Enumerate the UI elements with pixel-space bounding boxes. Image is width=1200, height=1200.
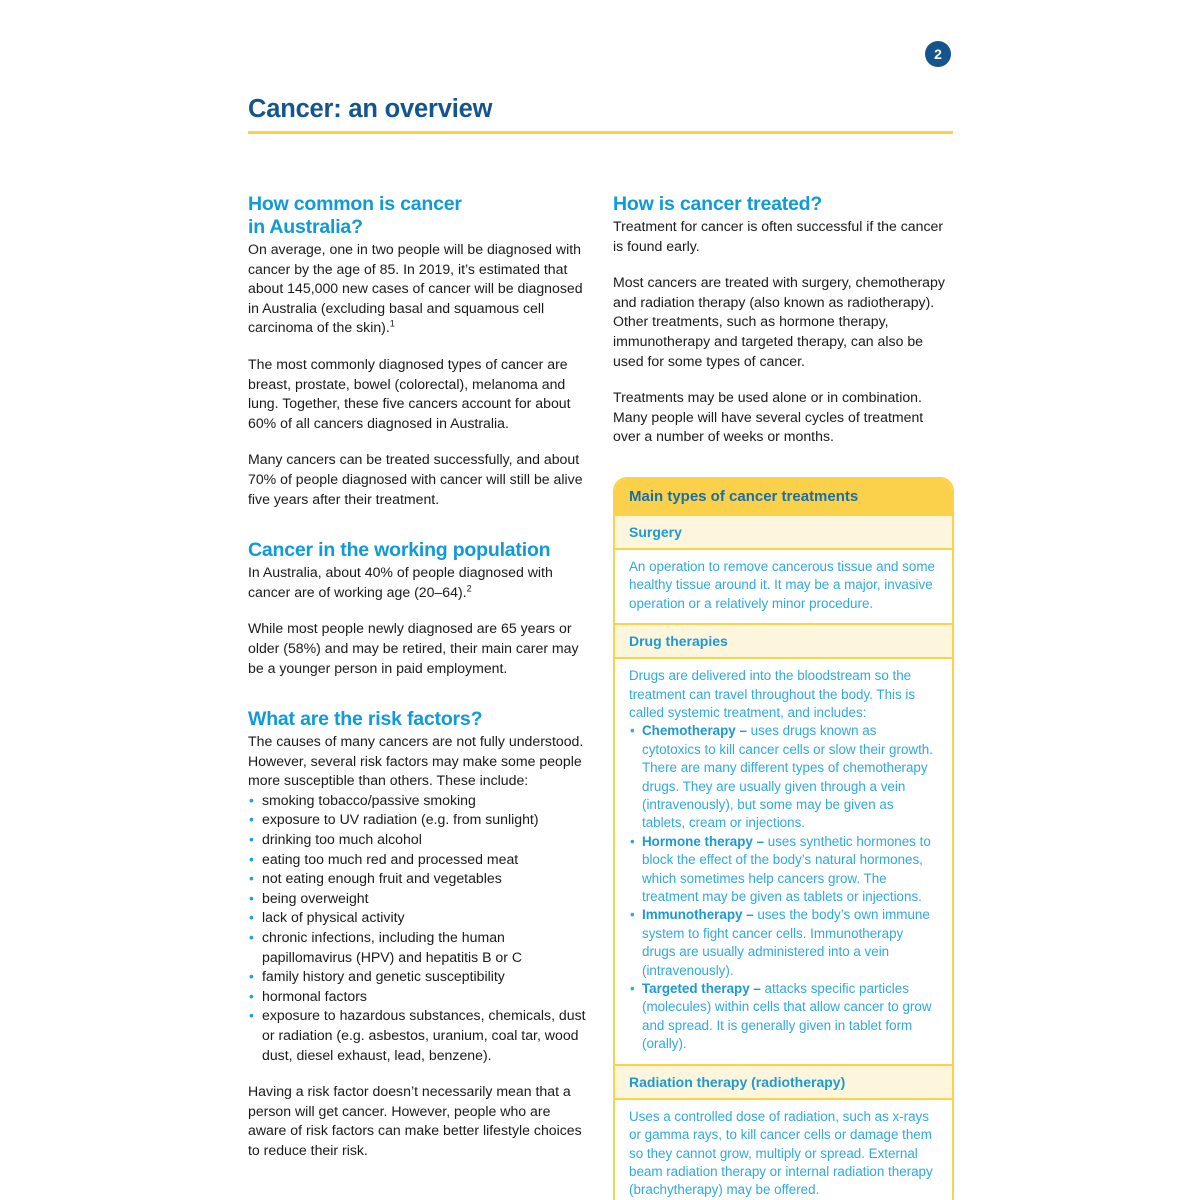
paragraph-text: In Australia, about 40% of people diagnosed with cancer are of working age (20–64). [248, 564, 553, 600]
footnote-marker-2: 2 [466, 583, 472, 594]
drug-therapies-list [629, 722, 938, 1053]
treatments-box-header: Main types of cancer treatments [615, 479, 952, 516]
paragraph-treatment-types: Most cancers are treated with surgery, chemotherapy and radiation therapy (also known as radiotherapy). Other treatments, such as hormone therapy, immunotherapy and targeted therapy, can also be used for some types of cancer. [613, 274, 945, 369]
list-item [629, 980, 938, 1054]
heading-line-1: How common is cancer [248, 193, 462, 215]
paragraph-risk-closing: Having a risk factor doesn’t necessarily mean that a person will get cancer. However, people who are aware of risk factors can make better lifestyle choices to reduce their risk. [248, 1083, 582, 1158]
list-item [629, 833, 938, 907]
paragraph-survival: Many cancers can be treated successfully, and about 70% of people diagnosed with cancer will still be alive five years after their treatment. [248, 451, 583, 507]
heading-how-common-is-cancer [248, 193, 589, 239]
item-lead: Immunotherapy – [642, 907, 758, 923]
drug-therapies-intro: Drugs are delivered into the bloodstream so the treatment can travel throughout the body. This is called systemic treatment, and includes: [629, 668, 916, 720]
list-item: • smoking tobacco/passive smoking [248, 791, 589, 811]
treatments-subheading-drug-therapies: Drug therapies [615, 623, 952, 659]
paragraph-common-types: The most commonly diagnosed types of cancer are breast, prostate, bowel (colorectal), melanoma and lung. Together, these five cancers account for about 60% of all cancers diagnosed in Australia. [248, 355, 571, 431]
treatments-body-radiation-therapy [615, 1100, 952, 1200]
treatments-box [613, 477, 954, 1200]
list-item [629, 906, 938, 980]
heading-line-2: in Australia? [248, 216, 363, 238]
treatments-subheading-radiation-therapy: Radiation therapy (radiotherapy) [615, 1064, 952, 1100]
paragraph-prevalence [248, 240, 589, 338]
heading-how-is-cancer-treated: How is cancer treated? [613, 193, 823, 215]
radiation-therapy-description: Uses a controlled dose of radiation, such as x-rays or gamma rays, to kill cancer cells or damage them so they cannot grow, multiply or spread. External beam radiation therapy or internal radiation therapy (brachytherapy) may be offered. [629, 1108, 933, 1198]
list-item: • not eating enough fruit and vegetables [248, 869, 589, 889]
heading-cancer-working-population: Cancer in the working population [248, 539, 551, 562]
page-number-badge: 2 [925, 41, 951, 67]
list-item: • eating too much red and processed meat [248, 850, 589, 870]
footnote-marker-1: 1 [389, 318, 395, 329]
item-text: uses drugs known as cytotoxics to kill cancer cells or slow their growth. There are many different types of chemotherapy drugs. They are usually given through a vein (intravenously), but some may be given as tablets, cream or injections. [642, 723, 933, 831]
left-column [248, 193, 589, 1161]
page-title: Cancer: an overview [248, 95, 493, 123]
list-item: • chronic infections, including the human papillomavirus (HPV) and hepatitis B or C [248, 928, 589, 967]
paragraph-text: On average, one in two people will be diagnosed with cancer by the age of 85. In 2019, it’s estimated that about 145,000 new cases of cancer will be diagnosed in Australia (excluding basal and squamous cell carcinoma of the skin). [248, 241, 583, 336]
risk-factors-list [248, 791, 589, 1065]
surgery-description: An operation to remove cancerous tissue and some healthy tissue around it. It may be a major, invasive operation or a relatively minor procedure. [629, 558, 935, 611]
paragraph-risk-intro: The causes of many cancers are not fully understood. However, several risk factors may make some people more susceptible than others. These include: [248, 733, 584, 789]
paragraph-early-detection: Treatment for cancer is often successful if the cancer is found early. [613, 218, 944, 254]
list-item: • hormonal factors [248, 987, 589, 1007]
treatments-body-drug-therapies [615, 659, 952, 1064]
paragraph-carer: While most people newly diagnosed are 65 years or older (58%) and may be retired, their main carer may be a younger person in paid employment. [248, 620, 579, 676]
paragraph-treatment-cycles: Treatments may be used alone or in combination. Many people will have several cycles of treatment over a number of weeks or months. [613, 389, 924, 445]
title-rule-divider [248, 131, 953, 134]
item-lead: Targeted therapy – [642, 981, 765, 997]
heading-risk-factors: What are the risk factors? [248, 708, 483, 731]
list-item [629, 722, 938, 832]
list-item: • lack of physical activity [248, 908, 589, 928]
item-text: uses synthetic hormones to block the effect of the body’s natural hormones, which sometimes help cancers grow. The treatment may be given as tablets or injections. [642, 833, 931, 905]
list-item: • exposure to UV radiation (e.g. from sunlight) [248, 810, 589, 830]
item-text: attacks specific particles (molecules) within cells that allow cancer to grow and spread. It is generally given in tablet form (orally). [642, 981, 932, 1052]
list-item: • being overweight [248, 889, 589, 909]
item-lead: Hormone therapy – [642, 833, 768, 849]
item-lead: Chemotherapy – [642, 723, 751, 739]
paragraph-working-age [248, 563, 589, 602]
list-item: • exposure to hazardous substances, chemicals, dust or radiation (e.g. asbestos, uranium, coal tar, wood dust, diesel exhaust, lead, benzene). [248, 1006, 589, 1065]
treatments-subheading-surgery: Surgery [615, 516, 952, 550]
item-text: uses the body’s own immune system to fight cancer cells. Immunotherapy drugs are usually administered into a vein (intravenously). [642, 907, 930, 978]
treatments-body-surgery [615, 550, 952, 623]
list-item: • drinking too much alcohol [248, 830, 589, 850]
right-column [613, 193, 954, 1200]
list-item: • family history and genetic susceptibility [248, 967, 589, 987]
